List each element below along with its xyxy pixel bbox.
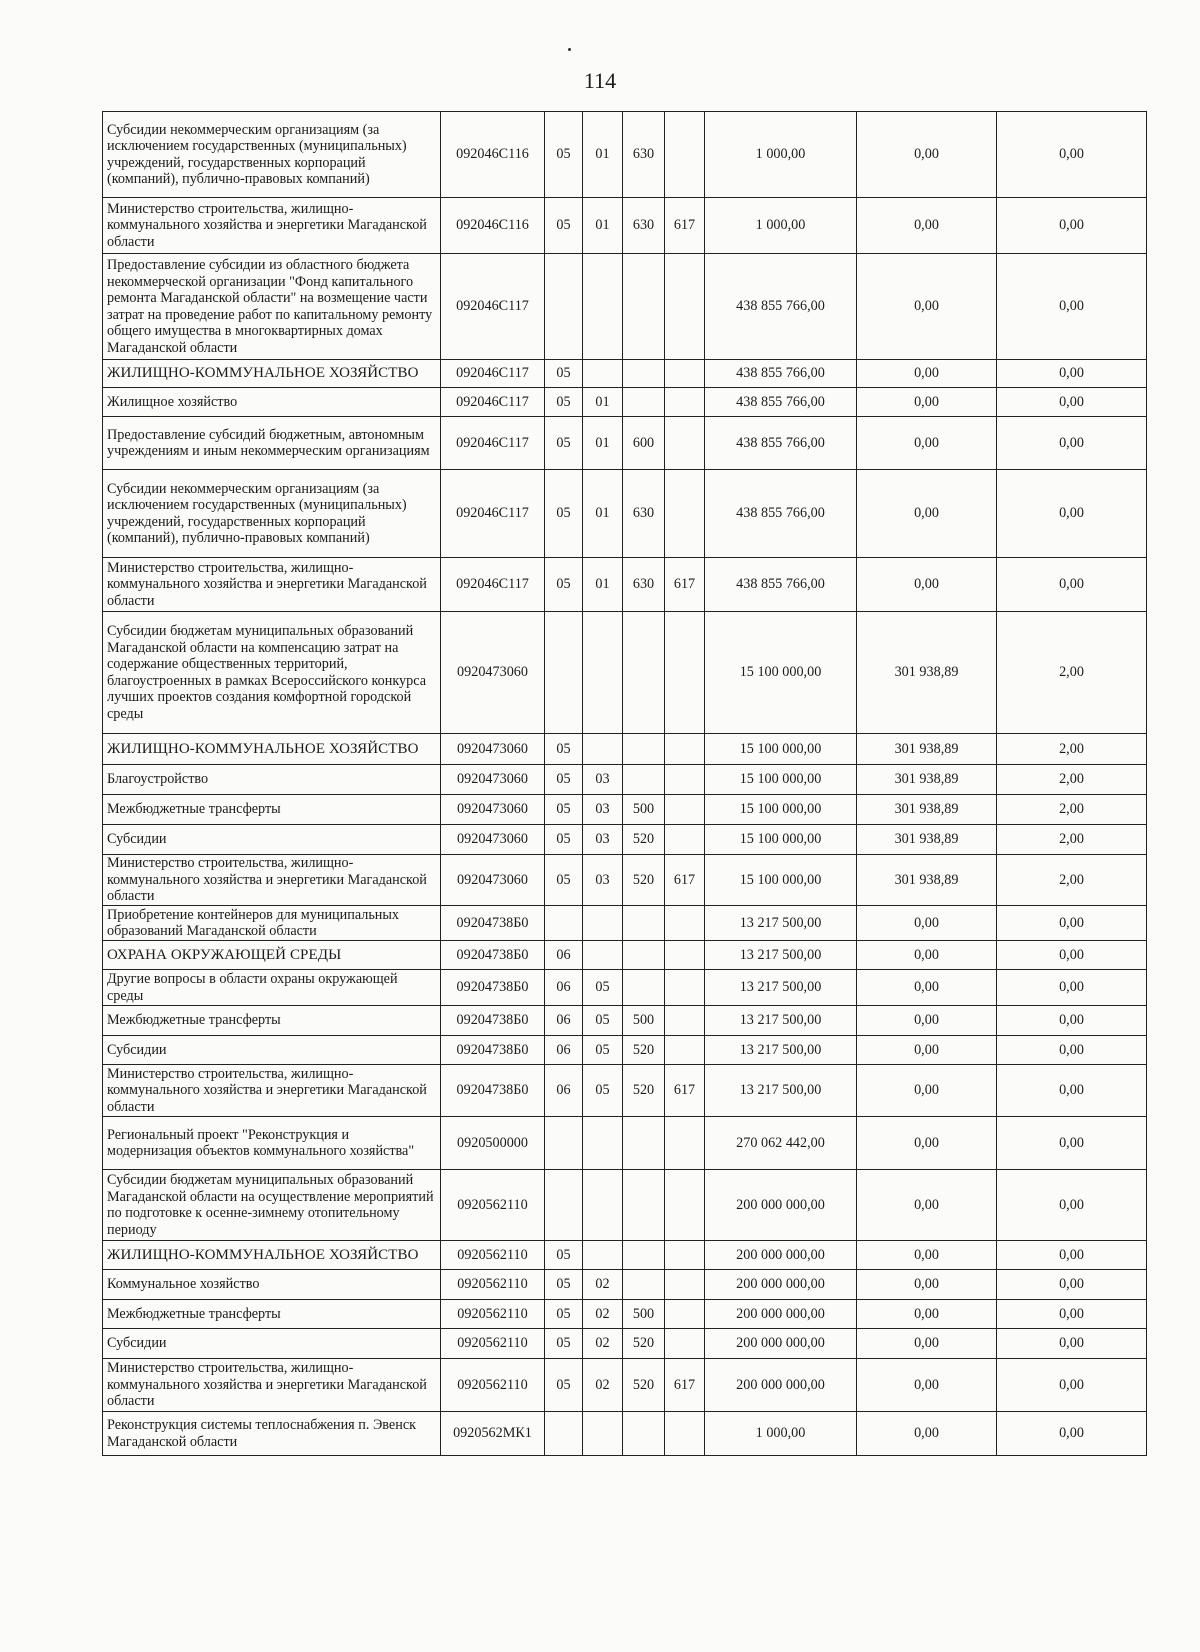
expense-type-cell: 630 — [623, 112, 665, 198]
target-code-cell: 0920473060 — [441, 734, 545, 765]
target-code-cell: 0920562110 — [441, 1170, 545, 1241]
grbs-cell — [665, 417, 705, 470]
subsection-cell — [583, 906, 623, 941]
section-cell: 05 — [545, 388, 583, 417]
percent-cell: 0,00 — [997, 254, 1147, 360]
percent-cell: 2,00 — [997, 765, 1147, 795]
expense-type-cell: 630 — [623, 558, 665, 612]
section-cell — [545, 612, 583, 734]
target-code-cell: 09204738Б0 — [441, 970, 545, 1006]
target-code-cell: 092046С117 — [441, 470, 545, 558]
percent-cell: 0,00 — [997, 1359, 1147, 1412]
table-row — [103, 795, 1147, 825]
percent-cell: 0,00 — [997, 360, 1147, 388]
section-cell — [545, 1170, 583, 1241]
row-name-cell: ЖИЛИЩНО-КОММУНАЛЬНОЕ ХОЗЯЙСТВО — [103, 1241, 441, 1270]
grbs-cell — [665, 1036, 705, 1065]
target-code-cell: 09204738Б0 — [441, 1065, 545, 1117]
section-cell: 05 — [545, 825, 583, 855]
executed-sum-cell: 0,00 — [857, 1329, 997, 1359]
expense-type-cell — [623, 1170, 665, 1241]
expense-type-cell: 520 — [623, 855, 665, 906]
percent-cell: 0,00 — [997, 1036, 1147, 1065]
expense-type-cell: 520 — [623, 1036, 665, 1065]
executed-sum-cell: 0,00 — [857, 1359, 997, 1412]
row-name-cell: Предоставление субсидий бюджетным, автономным учреждениям и иным некоммерческим организациям — [103, 417, 441, 470]
percent-cell: 2,00 — [997, 825, 1147, 855]
grbs-cell — [665, 1170, 705, 1241]
target-code-cell: 0920473060 — [441, 765, 545, 795]
grbs-cell — [665, 112, 705, 198]
section-cell: 06 — [545, 1006, 583, 1036]
section-cell — [545, 1117, 583, 1170]
subsection-cell: 03 — [583, 765, 623, 795]
section-cell: 05 — [545, 1270, 583, 1300]
subsection-cell: 05 — [583, 1036, 623, 1065]
percent-cell: 0,00 — [997, 1006, 1147, 1036]
subsection-cell — [583, 612, 623, 734]
planned-sum-cell: 15 100 000,00 — [705, 734, 857, 765]
grbs-cell — [665, 970, 705, 1006]
section-cell: 05 — [545, 360, 583, 388]
expense-type-cell — [623, 734, 665, 765]
table-row — [103, 1359, 1147, 1412]
planned-sum-cell: 200 000 000,00 — [705, 1170, 857, 1241]
section-cell: 05 — [545, 1359, 583, 1412]
expense-type-cell — [623, 612, 665, 734]
executed-sum-cell: 301 938,89 — [857, 765, 997, 795]
planned-sum-cell: 1 000,00 — [705, 112, 857, 198]
section-cell: 06 — [545, 941, 583, 970]
executed-sum-cell: 301 938,89 — [857, 612, 997, 734]
planned-sum-cell: 13 217 500,00 — [705, 1065, 857, 1117]
executed-sum-cell: 0,00 — [857, 417, 997, 470]
row-name-cell: Субсидии — [103, 1329, 441, 1359]
planned-sum-cell: 15 100 000,00 — [705, 855, 857, 906]
executed-sum-cell: 0,00 — [857, 1270, 997, 1300]
table-row — [103, 1300, 1147, 1329]
section-cell: 05 — [545, 470, 583, 558]
target-code-cell: 092046С117 — [441, 388, 545, 417]
percent-cell: 0,00 — [997, 558, 1147, 612]
target-code-cell: 0920562110 — [441, 1270, 545, 1300]
page-number: 114 — [583, 68, 617, 93]
target-code-cell: 092046С117 — [441, 558, 545, 612]
row-name-cell: Министерство строительства, жилищно-коммунального хозяйства и энергетики Магаданской области — [103, 855, 441, 906]
grbs-cell — [665, 1270, 705, 1300]
subsection-cell: 03 — [583, 795, 623, 825]
row-name-cell: Субсидии бюджетам муниципальных образований Магаданской области на осуществление мероприятий по подготовке к осенне-зимнему отопительному периоду — [103, 1170, 441, 1241]
grbs-cell — [665, 360, 705, 388]
row-name-cell: Министерство строительства, жилищно-коммунального хозяйства и энергетики Магаданской области — [103, 558, 441, 612]
row-name-cell: Реконструкция системы теплоснабжения п. Эвенск Магаданской области — [103, 1412, 441, 1456]
target-code-cell: 092046С116 — [441, 198, 545, 254]
executed-sum-cell: 0,00 — [857, 1241, 997, 1270]
planned-sum-cell: 438 855 766,00 — [705, 254, 857, 360]
subsection-cell: 02 — [583, 1359, 623, 1412]
expense-type-cell — [623, 388, 665, 417]
grbs-cell — [665, 254, 705, 360]
subsection-cell: 01 — [583, 388, 623, 417]
expense-type-cell: 630 — [623, 198, 665, 254]
percent-cell: 2,00 — [997, 612, 1147, 734]
row-name-cell: Субсидии — [103, 1036, 441, 1065]
table-row — [103, 112, 1147, 198]
executed-sum-cell: 0,00 — [857, 1170, 997, 1241]
grbs-cell — [665, 1117, 705, 1170]
executed-sum-cell: 301 938,89 — [857, 734, 997, 765]
planned-sum-cell: 200 000 000,00 — [705, 1300, 857, 1329]
row-name-cell: Другие вопросы в области охраны окружающей среды — [103, 970, 441, 1006]
percent-cell: 0,00 — [997, 1065, 1147, 1117]
target-code-cell: 09204738Б0 — [441, 906, 545, 941]
executed-sum-cell: 0,00 — [857, 1412, 997, 1456]
table-row — [103, 1329, 1147, 1359]
planned-sum-cell: 13 217 500,00 — [705, 1006, 857, 1036]
grbs-cell — [665, 612, 705, 734]
target-code-cell: 09204738Б0 — [441, 941, 545, 970]
table-row — [103, 970, 1147, 1006]
row-name-cell: Благоустройство — [103, 765, 441, 795]
target-code-cell: 09204738Б0 — [441, 1006, 545, 1036]
target-code-cell: 0920562МК1 — [441, 1412, 545, 1456]
subsection-cell — [583, 360, 623, 388]
subsection-cell — [583, 1412, 623, 1456]
grbs-cell — [665, 1241, 705, 1270]
table-row — [103, 388, 1147, 417]
percent-cell: 0,00 — [997, 470, 1147, 558]
expense-type-cell — [623, 254, 665, 360]
row-name-cell: Предоставление субсидии из областного бюджета некоммерческой организации "Фонд капитального ремонта Магаданской области" на возмещение части затрат на проведение работ по капитальному ремонту общего имущества в многоквартирных домах Магаданской области — [103, 254, 441, 360]
grbs-cell — [665, 765, 705, 795]
subsection-cell: 02 — [583, 1329, 623, 1359]
table-row — [103, 1241, 1147, 1270]
percent-cell: 0,00 — [997, 417, 1147, 470]
expense-type-cell — [623, 941, 665, 970]
executed-sum-cell: 0,00 — [857, 388, 997, 417]
subsection-cell: 02 — [583, 1300, 623, 1329]
expense-type-cell: 520 — [623, 1065, 665, 1117]
target-code-cell: 09204738Б0 — [441, 1036, 545, 1065]
section-cell: 05 — [545, 112, 583, 198]
target-code-cell: 0920473060 — [441, 855, 545, 906]
expense-type-cell — [623, 1117, 665, 1170]
percent-cell: 2,00 — [997, 734, 1147, 765]
planned-sum-cell: 270 062 442,00 — [705, 1117, 857, 1170]
percent-cell: 2,00 — [997, 855, 1147, 906]
subsection-cell — [583, 1170, 623, 1241]
grbs-cell — [665, 825, 705, 855]
planned-sum-cell: 13 217 500,00 — [705, 941, 857, 970]
table-row — [103, 1412, 1147, 1456]
section-cell: 06 — [545, 1036, 583, 1065]
expense-type-cell: 520 — [623, 825, 665, 855]
target-code-cell: 092046С117 — [441, 254, 545, 360]
target-code-cell: 092046С117 — [441, 360, 545, 388]
section-cell: 05 — [545, 1241, 583, 1270]
percent-cell: 0,00 — [997, 198, 1147, 254]
planned-sum-cell: 438 855 766,00 — [705, 360, 857, 388]
table-row — [103, 855, 1147, 906]
section-cell: 05 — [545, 765, 583, 795]
subsection-cell — [583, 734, 623, 765]
subsection-cell: 05 — [583, 1006, 623, 1036]
subsection-cell — [583, 941, 623, 970]
percent-cell: 0,00 — [997, 1117, 1147, 1170]
subsection-cell: 01 — [583, 198, 623, 254]
executed-sum-cell: 0,00 — [857, 941, 997, 970]
expense-type-cell — [623, 360, 665, 388]
target-code-cell: 092046С117 — [441, 417, 545, 470]
grbs-cell: 617 — [665, 855, 705, 906]
grbs-cell — [665, 1412, 705, 1456]
section-cell: 05 — [545, 198, 583, 254]
executed-sum-cell: 301 938,89 — [857, 855, 997, 906]
section-cell: 05 — [545, 795, 583, 825]
row-name-cell: Министерство строительства, жилищно-коммунального хозяйства и энергетики Магаданской области — [103, 1359, 441, 1412]
scan-speck — [568, 48, 571, 51]
section-cell: 05 — [545, 734, 583, 765]
target-code-cell: 0920500000 — [441, 1117, 545, 1170]
expense-type-cell — [623, 970, 665, 1006]
row-name-cell: Приобретение контейнеров для муниципальных образований Магаданской области — [103, 906, 441, 941]
executed-sum-cell: 0,00 — [857, 906, 997, 941]
table-row — [103, 734, 1147, 765]
table-row — [103, 825, 1147, 855]
grbs-cell: 617 — [665, 1065, 705, 1117]
table-row — [103, 1270, 1147, 1300]
planned-sum-cell: 15 100 000,00 — [705, 795, 857, 825]
percent-cell: 0,00 — [997, 1412, 1147, 1456]
grbs-cell — [665, 388, 705, 417]
expense-type-cell: 500 — [623, 1300, 665, 1329]
target-code-cell: 092046С116 — [441, 112, 545, 198]
expense-type-cell — [623, 906, 665, 941]
target-code-cell: 0920473060 — [441, 612, 545, 734]
grbs-cell: 617 — [665, 198, 705, 254]
section-cell: 06 — [545, 970, 583, 1006]
grbs-cell — [665, 734, 705, 765]
percent-cell: 2,00 — [997, 795, 1147, 825]
row-name-cell: Субсидии некоммерческим организациям (за исключением государственных (муниципальных) учреждений, государственных корпораций (компаний), публично-правовых компаний) — [103, 112, 441, 198]
subsection-cell: 02 — [583, 1270, 623, 1300]
section-cell: 05 — [545, 417, 583, 470]
grbs-cell — [665, 1300, 705, 1329]
table-row — [103, 558, 1147, 612]
executed-sum-cell: 301 938,89 — [857, 825, 997, 855]
planned-sum-cell: 1 000,00 — [705, 1412, 857, 1456]
row-name-cell: Коммунальное хозяйство — [103, 1270, 441, 1300]
executed-sum-cell: 0,00 — [857, 1006, 997, 1036]
percent-cell: 0,00 — [997, 1241, 1147, 1270]
grbs-cell — [665, 470, 705, 558]
row-name-cell: Субсидии бюджетам муниципальных образований Магаданской области на компенсацию затрат на содержание общественных территорий, благоустроенных в рамках Всероссийского конкурса лучших проектов создания комфортной городской среды — [103, 612, 441, 734]
percent-cell: 0,00 — [997, 941, 1147, 970]
table-row — [103, 1117, 1147, 1170]
percent-cell: 0,00 — [997, 1329, 1147, 1359]
grbs-cell — [665, 795, 705, 825]
table-row — [103, 198, 1147, 254]
planned-sum-cell: 15 100 000,00 — [705, 765, 857, 795]
subsection-cell: 01 — [583, 558, 623, 612]
expense-type-cell — [623, 1412, 665, 1456]
table-row — [103, 906, 1147, 941]
row-name-cell: Межбюджетные трансферты — [103, 795, 441, 825]
percent-cell: 0,00 — [997, 1170, 1147, 1241]
subsection-cell: 05 — [583, 1065, 623, 1117]
expense-type-cell — [623, 1270, 665, 1300]
target-code-cell: 0920562110 — [441, 1300, 545, 1329]
planned-sum-cell: 200 000 000,00 — [705, 1270, 857, 1300]
planned-sum-cell: 200 000 000,00 — [705, 1329, 857, 1359]
executed-sum-cell: 0,00 — [857, 198, 997, 254]
target-code-cell: 0920562110 — [441, 1359, 545, 1412]
expense-type-cell: 520 — [623, 1329, 665, 1359]
grbs-cell — [665, 906, 705, 941]
section-cell: 05 — [545, 1300, 583, 1329]
executed-sum-cell: 0,00 — [857, 112, 997, 198]
executed-sum-cell: 0,00 — [857, 970, 997, 1006]
target-code-cell: 0920473060 — [441, 795, 545, 825]
executed-sum-cell: 0,00 — [857, 470, 997, 558]
table-row — [103, 254, 1147, 360]
planned-sum-cell: 13 217 500,00 — [705, 1036, 857, 1065]
grbs-cell — [665, 941, 705, 970]
planned-sum-cell: 200 000 000,00 — [705, 1241, 857, 1270]
expense-type-cell — [623, 1241, 665, 1270]
table-row — [103, 470, 1147, 558]
expense-type-cell: 630 — [623, 470, 665, 558]
expense-type-cell — [623, 765, 665, 795]
table-row — [103, 941, 1147, 970]
section-cell — [545, 906, 583, 941]
section-cell — [545, 1412, 583, 1456]
subsection-cell — [583, 254, 623, 360]
row-name-cell: ЖИЛИЩНО-КОММУНАЛЬНОЕ ХОЗЯЙСТВО — [103, 734, 441, 765]
grbs-cell: 617 — [665, 1359, 705, 1412]
table-row — [103, 360, 1147, 388]
grbs-cell — [665, 1329, 705, 1359]
section-cell — [545, 254, 583, 360]
planned-sum-cell: 438 855 766,00 — [705, 558, 857, 612]
row-name-cell: ЖИЛИЩНО-КОММУНАЛЬНОЕ ХОЗЯЙСТВО — [103, 360, 441, 388]
target-code-cell: 0920562110 — [441, 1329, 545, 1359]
percent-cell: 0,00 — [997, 970, 1147, 1006]
subsection-cell — [583, 1241, 623, 1270]
row-name-cell: Межбюджетные трансферты — [103, 1300, 441, 1329]
row-name-cell: Субсидии некоммерческим организациям (за исключением государственных (муниципальных) учреждений, государственных корпораций (компаний), публично-правовых компаний) — [103, 470, 441, 558]
expense-type-cell: 500 — [623, 1006, 665, 1036]
grbs-cell — [665, 1006, 705, 1036]
planned-sum-cell: 1 000,00 — [705, 198, 857, 254]
executed-sum-cell: 0,00 — [857, 1117, 997, 1170]
grbs-cell: 617 — [665, 558, 705, 612]
percent-cell: 0,00 — [997, 906, 1147, 941]
table-row — [103, 1006, 1147, 1036]
table-row — [103, 417, 1147, 470]
planned-sum-cell: 200 000 000,00 — [705, 1359, 857, 1412]
percent-cell: 0,00 — [997, 1270, 1147, 1300]
executed-sum-cell: 0,00 — [857, 1036, 997, 1065]
planned-sum-cell: 13 217 500,00 — [705, 906, 857, 941]
subsection-cell: 01 — [583, 470, 623, 558]
percent-cell: 0,00 — [997, 388, 1147, 417]
subsection-cell: 03 — [583, 825, 623, 855]
section-cell: 05 — [545, 558, 583, 612]
section-cell: 06 — [545, 1065, 583, 1117]
section-cell: 05 — [545, 855, 583, 906]
expense-type-cell: 500 — [623, 795, 665, 825]
planned-sum-cell: 438 855 766,00 — [705, 417, 857, 470]
executed-sum-cell: 301 938,89 — [857, 795, 997, 825]
row-name-cell: Министерство строительства, жилищно-коммунального хозяйства и энергетики Магаданской области — [103, 1065, 441, 1117]
table-row — [103, 1036, 1147, 1065]
executed-sum-cell: 0,00 — [857, 1300, 997, 1329]
planned-sum-cell: 15 100 000,00 — [705, 825, 857, 855]
subsection-cell — [583, 1117, 623, 1170]
expense-type-cell: 520 — [623, 1359, 665, 1412]
table-row — [103, 1065, 1147, 1117]
subsection-cell: 01 — [583, 417, 623, 470]
executed-sum-cell: 0,00 — [857, 360, 997, 388]
subsection-cell: 01 — [583, 112, 623, 198]
row-name-cell: Региональный проект "Реконструкция и модернизация объектов коммунального хозяйства" — [103, 1117, 441, 1170]
percent-cell: 0,00 — [997, 1300, 1147, 1329]
percent-cell: 0,00 — [997, 112, 1147, 198]
executed-sum-cell: 0,00 — [857, 558, 997, 612]
expense-type-cell: 600 — [623, 417, 665, 470]
planned-sum-cell: 438 855 766,00 — [705, 388, 857, 417]
row-name-cell: Межбюджетные трансферты — [103, 1006, 441, 1036]
table-row — [103, 765, 1147, 795]
planned-sum-cell: 15 100 000,00 — [705, 612, 857, 734]
row-name-cell: ОХРАНА ОКРУЖАЮЩЕЙ СРЕДЫ — [103, 941, 441, 970]
row-name-cell: Жилищное хозяйство — [103, 388, 441, 417]
table-row — [103, 612, 1147, 734]
executed-sum-cell: 0,00 — [857, 254, 997, 360]
row-name-cell: Субсидии — [103, 825, 441, 855]
section-cell: 05 — [545, 1329, 583, 1359]
subsection-cell: 03 — [583, 855, 623, 906]
target-code-cell: 0920562110 — [441, 1241, 545, 1270]
executed-sum-cell: 0,00 — [857, 1065, 997, 1117]
budget-table — [102, 111, 1147, 1456]
subsection-cell: 05 — [583, 970, 623, 1006]
planned-sum-cell: 13 217 500,00 — [705, 970, 857, 1006]
table-row — [103, 1170, 1147, 1241]
row-name-cell: Министерство строительства, жилищно-коммунального хозяйства и энергетики Магаданской области — [103, 198, 441, 254]
planned-sum-cell: 438 855 766,00 — [705, 470, 857, 558]
target-code-cell: 0920473060 — [441, 825, 545, 855]
